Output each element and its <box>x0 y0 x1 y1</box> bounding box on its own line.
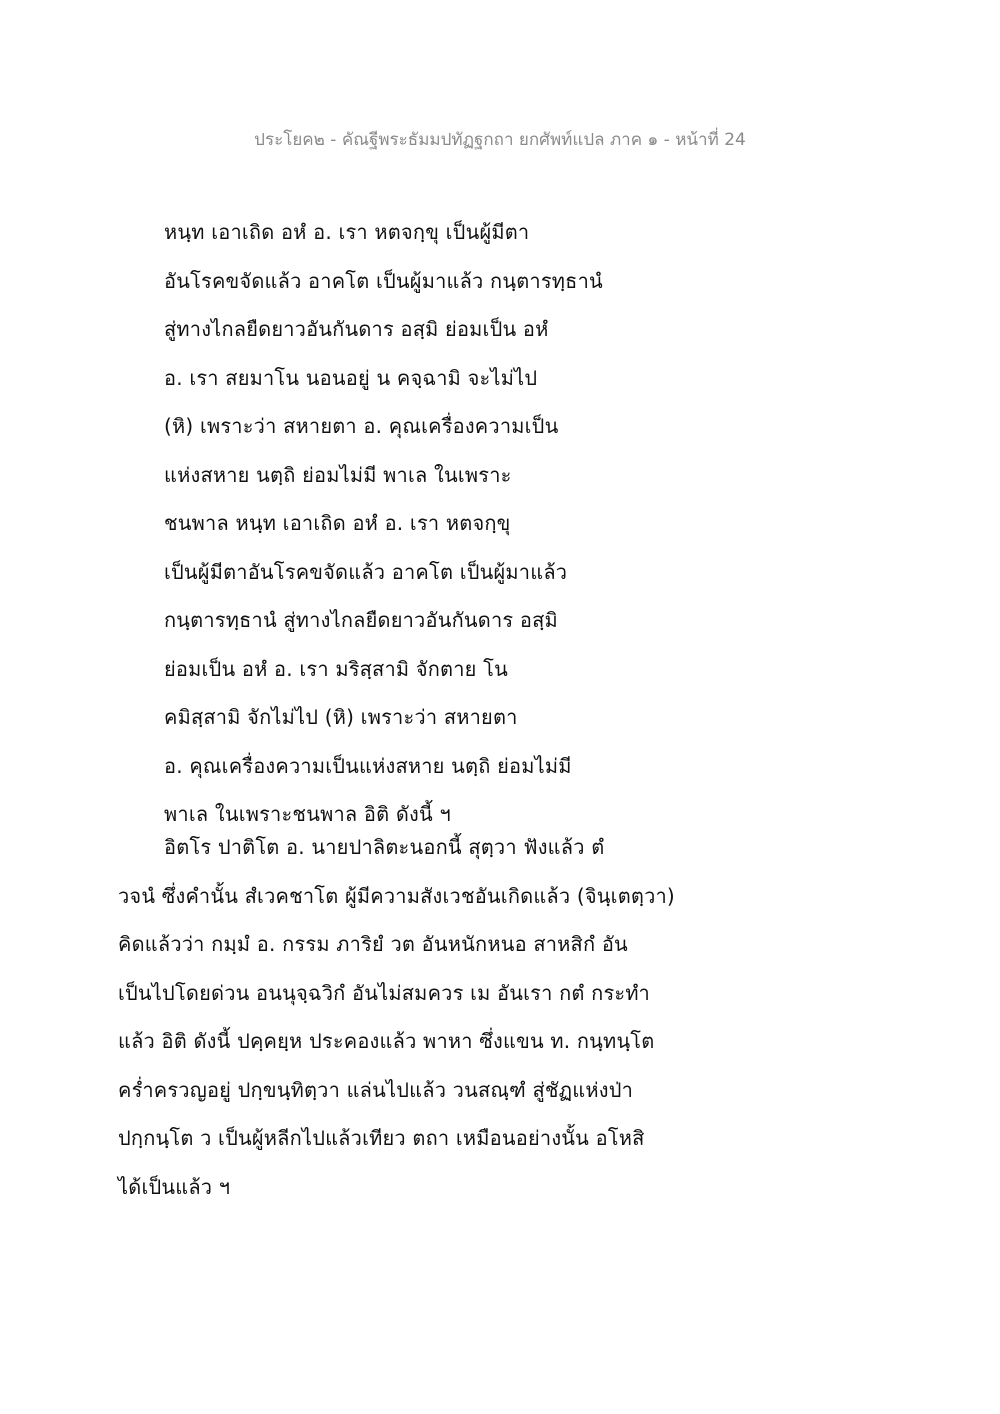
verse-line: คมิสฺสามิ จักไม่ไป (หิ) เพราะว่า สหายตา <box>164 705 518 729</box>
verse-line: หนฺท เอาเถิด อหํ อ. เรา หตจกฺขุ เป็นผู้มีตา <box>164 220 530 244</box>
prose-line: เป็นไปโดยด่วน อนนุจฺฉวิกํ อันไม่สมควร เม อันเรา กตํ กระทำ <box>118 980 650 1005</box>
prose-line: แล้ว อิติ ดังนี้ ปคฺคยฺห ประคองแล้ว พาหา ซึ่งแขน ท. กนฺทนฺโต <box>118 1029 655 1053</box>
verse-line: ย่อมเป็น อหํ อ. เรา มริสฺสามิ จักตาย โน <box>164 656 508 681</box>
verse-translation-block <box>164 214 864 845</box>
prose-line: คร่ำครวญอยู่ ปกฺขนฺทิตฺวา แล่นไปแล้ว วนสณฺฑํ สู่ชัฏแห่งป่า <box>118 1077 634 1102</box>
prose-line: วจนํ ซึ่งคำนั้น สํเวคชาโต ผู้มีความสังเวชอันเกิดแล้ว (จินฺเตตฺวา) <box>118 883 675 908</box>
verse-line: เป็นผู้มีตาอันโรคขจัดแล้ว อาคโต เป็นผู้มาแล้ว <box>164 559 568 584</box>
prose-line: ได้เป็นแล้ว ฯ <box>118 1174 231 1199</box>
running-header: ประโยค๒ - คัณฐีพระธัมมปทัฏฐกถา ยกศัพท์แปล ภาค ๑ - หน้าที่ 24 <box>254 130 746 150</box>
verse-line: แห่งสหาย นตฺถิ ย่อมไม่มี พาเล ในเพราะ <box>164 462 512 487</box>
prose-line: ปกฺกนฺโต ว เป็นผู้หลีกไปแล้วเทียว ตถา เหมือนอย่างนั้น อโหสิ <box>118 1126 645 1150</box>
verse-line: อันโรคขจัดแล้ว อาคโต เป็นผู้มาแล้ว กนฺตารทฺธานํ <box>164 268 603 293</box>
verse-line: อ. คุณเครื่องความเป็นแห่งสหาย นตฺถิ ย่อมไม่มี <box>164 753 572 778</box>
verse-line: อ. เรา สยมาโน นอนอยู่ น คจฺฉามิ จะไม่ไป <box>164 365 538 390</box>
verse-line: กนฺตารทฺธานํ สู่ทางไกลยืดยาวอันกันดาร อสฺมิ <box>164 608 558 632</box>
verse-line: สู่ทางไกลยืดยาวอันกันดาร อสฺมิ ย่อมเป็น อหํ <box>164 317 549 341</box>
verse-line: พาเล ในเพราะชนพาล อิติ ดังนี้ ฯ <box>164 802 451 826</box>
verse-line: (หิ) เพราะว่า สหายตา อ. คุณเครื่องความเป็น <box>164 414 559 438</box>
prose-line: คิดแล้วว่า กมฺมํ อ. กรรม ภาริยํ วต อันหนักหนอ สาหสิกํ อัน <box>118 932 628 956</box>
prose-paragraph <box>118 829 898 1217</box>
prose-line: อิตโร ปาติโต อ. นายปาลิตะนอกนี้ สุตฺวา ฟังแล้ว ตํ <box>164 835 605 859</box>
verse-line: ชนพาล หนฺท เอาเถิด อหํ อ. เรา หตจกฺขุ <box>164 511 511 535</box>
